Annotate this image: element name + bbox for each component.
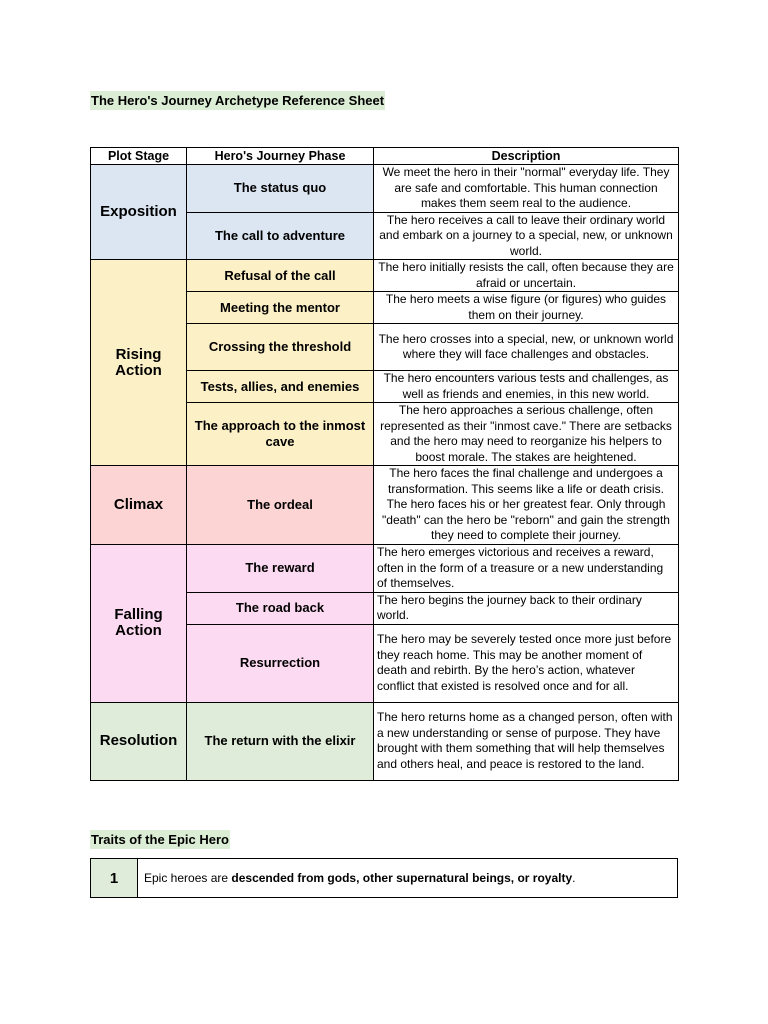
stage-rising-action: Rising Action [91,260,187,466]
traits-heading: Traits of the Epic Hero [91,832,229,847]
table-row [91,466,679,545]
description-crossing-threshold: The hero crosses into a special, new, or unknown world where they will face challenges and obstacles. [374,324,679,371]
description-meeting-mentor: The hero meets a wise figure (or figures) who guides them on their journey. [374,292,679,324]
header-journey-phase: Hero's Journey Phase [187,148,374,165]
table-row [91,702,679,780]
table-row [91,165,679,213]
trait-number: 1 [91,859,138,898]
table-row [91,545,679,593]
stage-exposition: Exposition [91,165,187,260]
description-approach-inmost-cave: The hero approaches a serious challenge, often represented as their "inmost cave." There are setbacks and the hero may need to reorganize his helpers to boost morale. The stakes are heightened. [374,403,679,466]
trait-prefix: Epic heroes are [144,871,232,885]
stage-falling-action: Falling Action [91,545,187,703]
description-status-quo: We meet the hero in their "normal" everyday life. They are safe and comfortable. This human connection makes them seem real to the audience. [374,165,679,213]
description-road-back: The hero begins the journey back to their ordinary world. [374,592,679,624]
phase-approach-inmost-cave: The approach to the inmost cave [187,403,374,466]
phase-tests-allies-enemies: Tests, allies, and enemies [187,371,374,403]
phase-crossing-threshold: Crossing the threshold [187,324,374,371]
stage-resolution: Resolution [91,702,187,780]
description-resurrection: The hero may be severely tested once more just before they reach home. This may be another moment of death and rebirth. By the hero’s action, whatever conflict that existed is resolved once and for all. [374,624,679,702]
header-plot-stage: Plot Stage [91,148,187,165]
page-title: The Hero's Journey Archetype Reference Sheet [91,93,385,108]
trait-suffix: . [572,871,576,885]
phase-reward: The reward [187,545,374,593]
description-tests-allies-enemies: The hero encounters various tests and challenges, as well as friends and enemies, in this new world. [374,371,679,403]
header-description: Description [374,148,679,165]
table-row [91,260,679,292]
phase-ordeal: The ordeal [187,466,374,545]
phase-resurrection: Resurrection [187,624,374,702]
description-call-to-adventure: The hero receives a call to leave their ordinary world and embark on a journey to a special, new, or unknown world. [374,212,679,260]
trait-bold-text: descended from gods, other supernatural beings, or royalty [231,871,573,885]
trait-row [91,859,678,898]
traits-table [90,858,678,898]
phase-call-to-adventure: The call to adventure [187,212,374,260]
description-return-with-elixir: The hero returns home as a changed person, often with a new understanding or sense of purpose. They have brought with them something that will help themselves and others heal, and peace is restored to the land. [374,702,679,780]
trait-text [138,859,678,898]
phase-road-back: The road back [187,592,374,624]
phase-return-with-elixir: The return with the elixir [187,702,374,780]
phase-refusal-of-call: Refusal of the call [187,260,374,292]
stage-climax: Climax [91,466,187,545]
table-header-row [91,148,679,165]
phase-status-quo: The status quo [187,165,374,213]
description-refusal-of-call: The hero initially resists the call, often because they are afraid or uncertain. [374,260,679,292]
heros-journey-table [90,147,679,781]
description-ordeal: The hero faces the final challenge and undergoes a transformation. This seems like a life or death crisis. The hero faces his or her greatest fear. Only through "death" can the hero be "reborn" and gain the strength they need to complete their journey. [374,466,679,545]
phase-meeting-mentor: Meeting the mentor [187,292,374,324]
description-reward: The hero emerges victorious and receives a reward, often in the form of a treasure or a new understanding of themselves. [374,545,679,593]
